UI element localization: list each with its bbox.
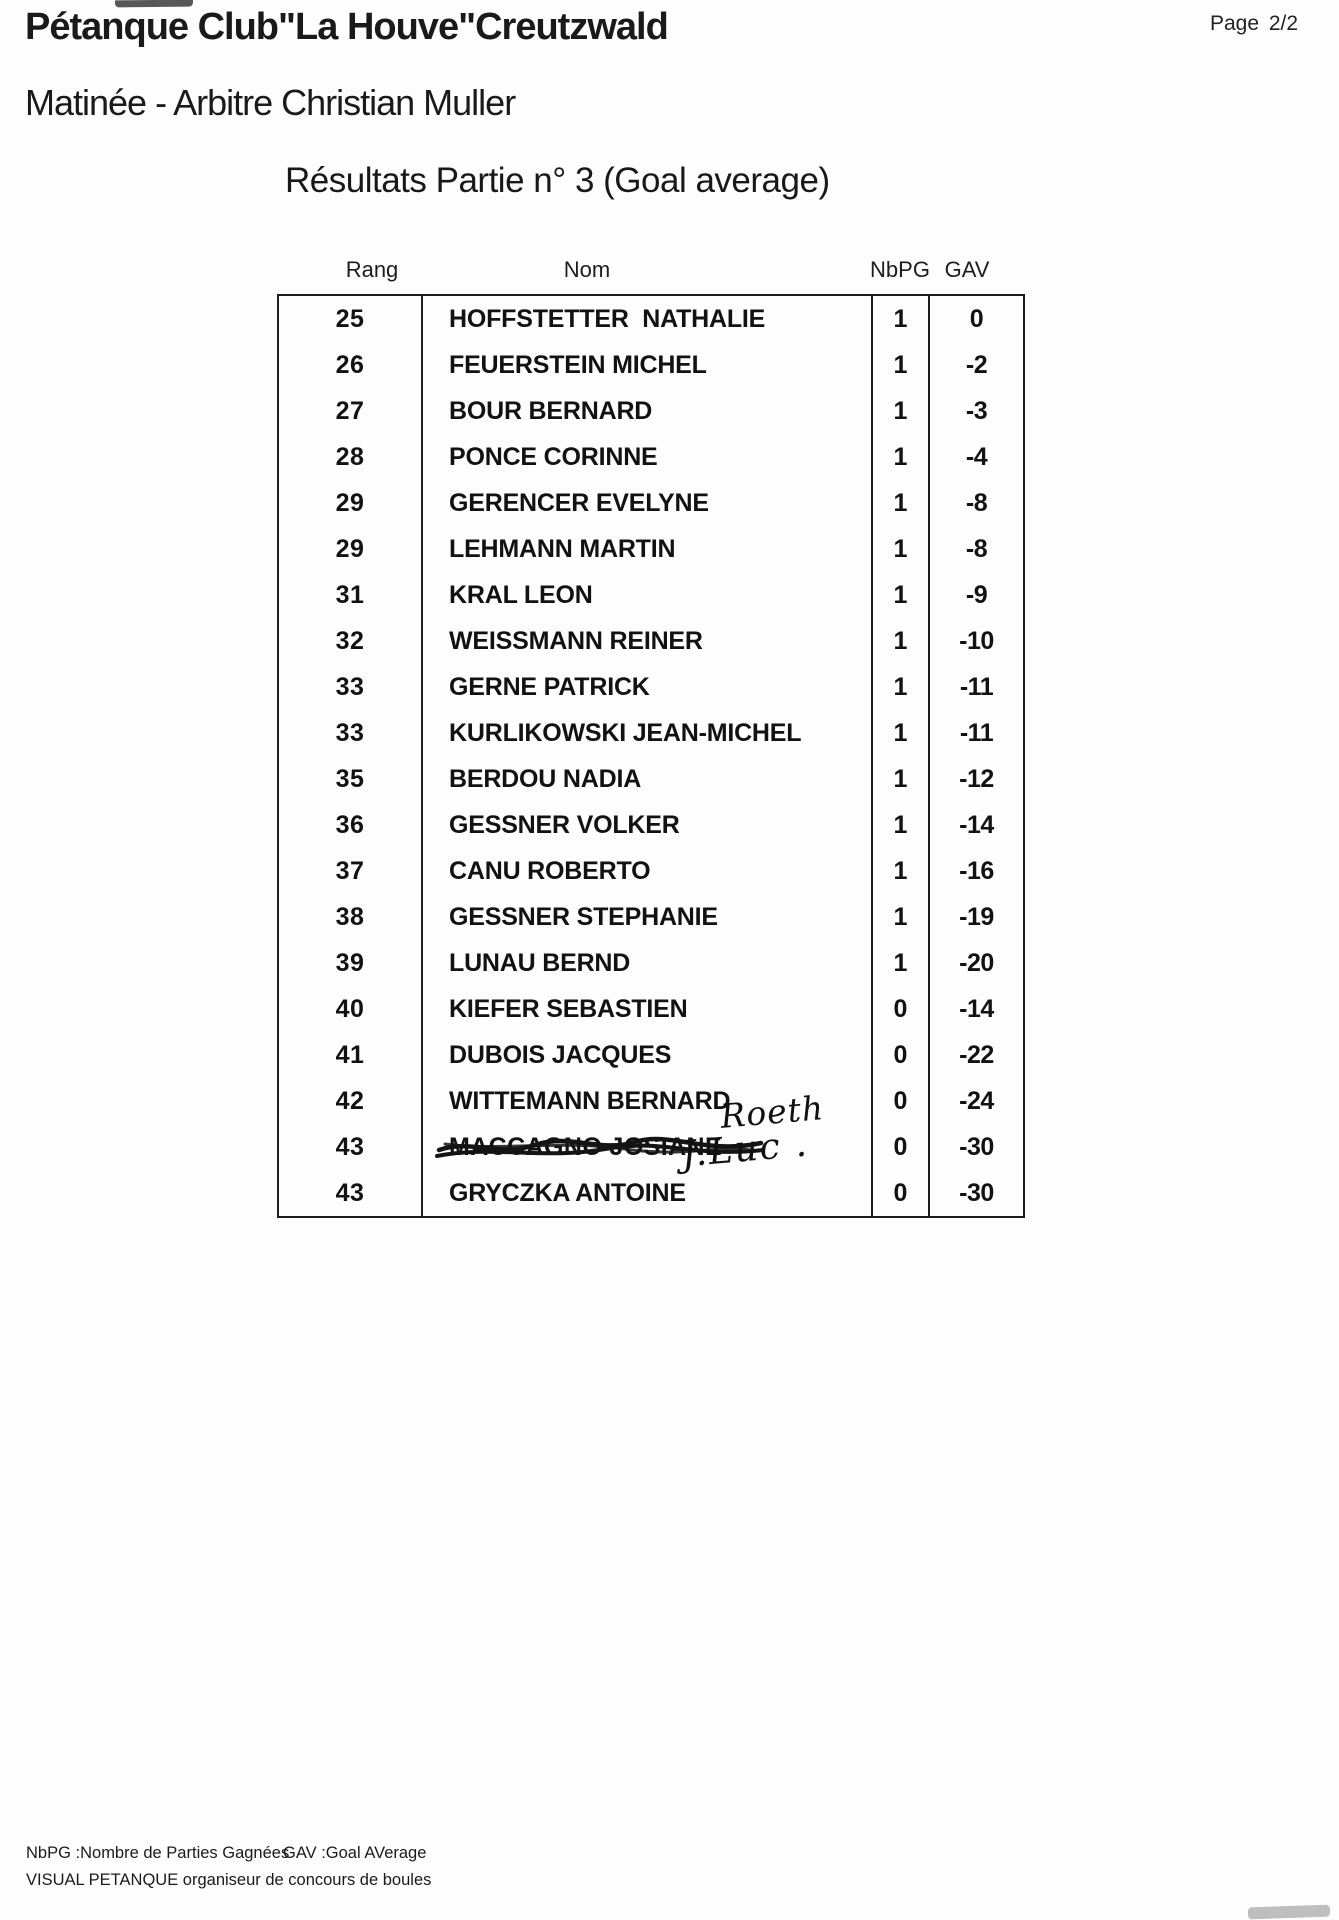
- nom-cell-wrap: [421, 664, 871, 710]
- handwritten-name-line1: Roeth: [718, 1088, 826, 1136]
- gav-cell: -11: [928, 710, 1023, 756]
- rang-cell: 40: [335, 994, 365, 1023]
- nom-text: PONCE CORINNE: [449, 442, 658, 471]
- results-table: [277, 294, 1025, 1218]
- handwritten-name-line2: J.Luc .: [679, 1123, 811, 1176]
- nom-cell-wrap: [421, 388, 871, 434]
- rang-cell: 41: [335, 1040, 365, 1069]
- nbpg-cell: 0: [871, 1170, 928, 1216]
- gav-cell: -10: [928, 618, 1023, 664]
- table-row: [279, 1032, 1023, 1078]
- rang-cell: 26: [335, 350, 365, 379]
- gav-cell: -9: [928, 572, 1023, 618]
- gav-cell: -20: [928, 940, 1023, 986]
- gav-cell: -24: [928, 1078, 1023, 1124]
- nbpg-cell: 0: [871, 986, 928, 1032]
- column-header-nbpg: NbPG: [870, 257, 930, 282]
- scan-artifact-bottom: [1248, 1905, 1330, 1920]
- rang-cell: 31: [335, 580, 365, 609]
- handwritten-correction: [659, 1088, 828, 1176]
- nom-text: KURLIKOWSKI JEAN-MICHEL: [449, 718, 802, 747]
- legend-nbpg: NbPG :Nombre de Parties Gagnées: [26, 1844, 290, 1862]
- gav-cell: -22: [928, 1032, 1023, 1078]
- nom-text: CANU ROBERTO: [449, 856, 651, 885]
- table-row: [279, 894, 1023, 940]
- rang-cell: 29: [335, 534, 365, 563]
- nbpg-cell: 1: [871, 480, 928, 526]
- gav-cell: -16: [928, 848, 1023, 894]
- rang-cell: 38: [335, 902, 365, 931]
- nbpg-cell: 1: [871, 296, 928, 342]
- nom-text: WITTEMANN BERNARD: [449, 1086, 731, 1115]
- legend-gav: GAV :Goal AVerage: [283, 1844, 427, 1862]
- rang-cell: 37: [335, 856, 365, 885]
- table-row: [279, 756, 1023, 802]
- club-title: Pétanque Club"La Houve"Creutzwald: [25, 6, 668, 48]
- nbpg-cell: 0: [871, 1124, 928, 1170]
- software-credit: VISUAL PETANQUE organiseur de concours de boules: [26, 1871, 432, 1889]
- nom-cell-wrap: [421, 894, 871, 940]
- nom-text: BOUR BERNARD: [449, 396, 653, 425]
- rang-cell: 35: [335, 764, 365, 793]
- nom-text: WEISSMANN REINER: [449, 626, 703, 655]
- gav-cell: -14: [928, 986, 1023, 1032]
- nom-cell-wrap: [421, 572, 871, 618]
- table-row: [279, 296, 1023, 342]
- nom-cell-wrap: [421, 710, 871, 756]
- nom-text: LEHMANN MARTIN: [449, 534, 676, 563]
- table-row: [279, 1078, 1023, 1124]
- table-row: [279, 480, 1023, 526]
- nbpg-cell: 1: [871, 434, 928, 480]
- nom-text: KRAL LEON: [449, 580, 593, 609]
- rang-cell: 43: [335, 1132, 365, 1161]
- nom-cell-wrap: [421, 526, 871, 572]
- nom-cell-wrap: [421, 848, 871, 894]
- column-header-gav: GAV: [944, 257, 990, 282]
- nom-cell-wrap: [421, 434, 871, 480]
- session-subtitle: Matinée - Arbitre Christian Muller: [25, 82, 516, 123]
- rang-cell: 27: [335, 396, 365, 425]
- gav-cell: -8: [928, 526, 1023, 572]
- rang-cell: 42: [335, 1086, 365, 1115]
- nbpg-cell: 1: [871, 710, 928, 756]
- gav-cell: -19: [928, 894, 1023, 940]
- table-row: [279, 986, 1023, 1032]
- column-header-nom: Nom: [563, 257, 611, 282]
- rang-cell: 33: [335, 672, 365, 701]
- gav-cell: -30: [928, 1124, 1023, 1170]
- gav-cell: -3: [928, 388, 1023, 434]
- gav-cell: -14: [928, 802, 1023, 848]
- nbpg-cell: 1: [871, 756, 928, 802]
- rang-cell: 28: [335, 442, 365, 471]
- nbpg-cell: 1: [871, 618, 928, 664]
- nom-text: BERDOU NADIA: [449, 764, 642, 793]
- table-row: [279, 1124, 1023, 1170]
- nom-text: GERNE PATRICK: [449, 672, 650, 701]
- nom-cell-wrap: [421, 1032, 871, 1078]
- nbpg-cell: 0: [871, 1078, 928, 1124]
- nom-text: GRYCZKA ANTOINE: [449, 1178, 686, 1207]
- nom-text: GESSNER STEPHANIE: [449, 902, 718, 931]
- rang-cell: 25: [335, 304, 365, 333]
- rang-cell: 29: [335, 488, 365, 517]
- rang-cell: 43: [335, 1178, 365, 1207]
- table-row: [279, 342, 1023, 388]
- table-row: [279, 1170, 1023, 1216]
- table-row: [279, 526, 1023, 572]
- nom-cell-wrap: [421, 802, 871, 848]
- nom-text: DUBOIS JACQUES: [449, 1040, 672, 1069]
- rang-cell: 36: [335, 810, 365, 839]
- nom-text: HOFFSTETTER NATHALIE: [449, 304, 766, 333]
- rang-cell: 39: [335, 948, 365, 977]
- gav-cell: -12: [928, 756, 1023, 802]
- nom-cell-wrap: [421, 342, 871, 388]
- nom-text: GERENCER EVELYNE: [449, 488, 709, 517]
- results-rows: [279, 296, 1023, 1216]
- nom-text: GESSNER VOLKER: [449, 810, 680, 839]
- gav-cell: -4: [928, 434, 1023, 480]
- nom-text: KIEFER SEBASTIEN: [449, 994, 688, 1023]
- column-header-rang: Rang: [345, 257, 399, 282]
- table-row: [279, 710, 1023, 756]
- table-row: [279, 802, 1023, 848]
- nom-cell-wrap: [421, 940, 871, 986]
- nom-cell-wrap: [421, 1170, 871, 1216]
- nbpg-cell: 1: [871, 940, 928, 986]
- gav-cell: -8: [928, 480, 1023, 526]
- nbpg-cell: 1: [871, 894, 928, 940]
- nbpg-cell: 0: [871, 1032, 928, 1078]
- nom-text: FEUERSTEIN MICHEL: [449, 350, 707, 379]
- nbpg-cell: 1: [871, 342, 928, 388]
- table-row: [279, 940, 1023, 986]
- nbpg-cell: 1: [871, 526, 928, 572]
- gav-cell: -2: [928, 342, 1023, 388]
- table-row: [279, 434, 1023, 480]
- nbpg-cell: 1: [871, 572, 928, 618]
- rang-cell: 32: [335, 626, 365, 655]
- nom-cell-wrap: [421, 756, 871, 802]
- nbpg-cell: 1: [871, 802, 928, 848]
- gav-cell: -30: [928, 1170, 1023, 1216]
- results-title: Résultats Partie n° 3 (Goal average): [285, 161, 830, 200]
- nom-text: MACCAGNO JOSIANE: [449, 1132, 723, 1161]
- nom-text: LUNAU BERND: [449, 948, 631, 977]
- table-row: [279, 848, 1023, 894]
- nom-cell-wrap: [421, 986, 871, 1032]
- page-number: Page 2/2: [1210, 12, 1299, 35]
- nbpg-cell: 1: [871, 388, 928, 434]
- nbpg-cell: 1: [871, 664, 928, 710]
- table-row: [279, 388, 1023, 434]
- rang-cell: 33: [335, 718, 365, 747]
- table-row: [279, 618, 1023, 664]
- table-row: [279, 664, 1023, 710]
- gav-cell: -11: [928, 664, 1023, 710]
- gav-cell: 0: [928, 296, 1023, 342]
- nbpg-cell: 1: [871, 848, 928, 894]
- table-row: [279, 572, 1023, 618]
- nom-cell-wrap: [421, 296, 871, 342]
- nom-cell-wrap: [421, 618, 871, 664]
- nom-cell-wrap: [421, 480, 871, 526]
